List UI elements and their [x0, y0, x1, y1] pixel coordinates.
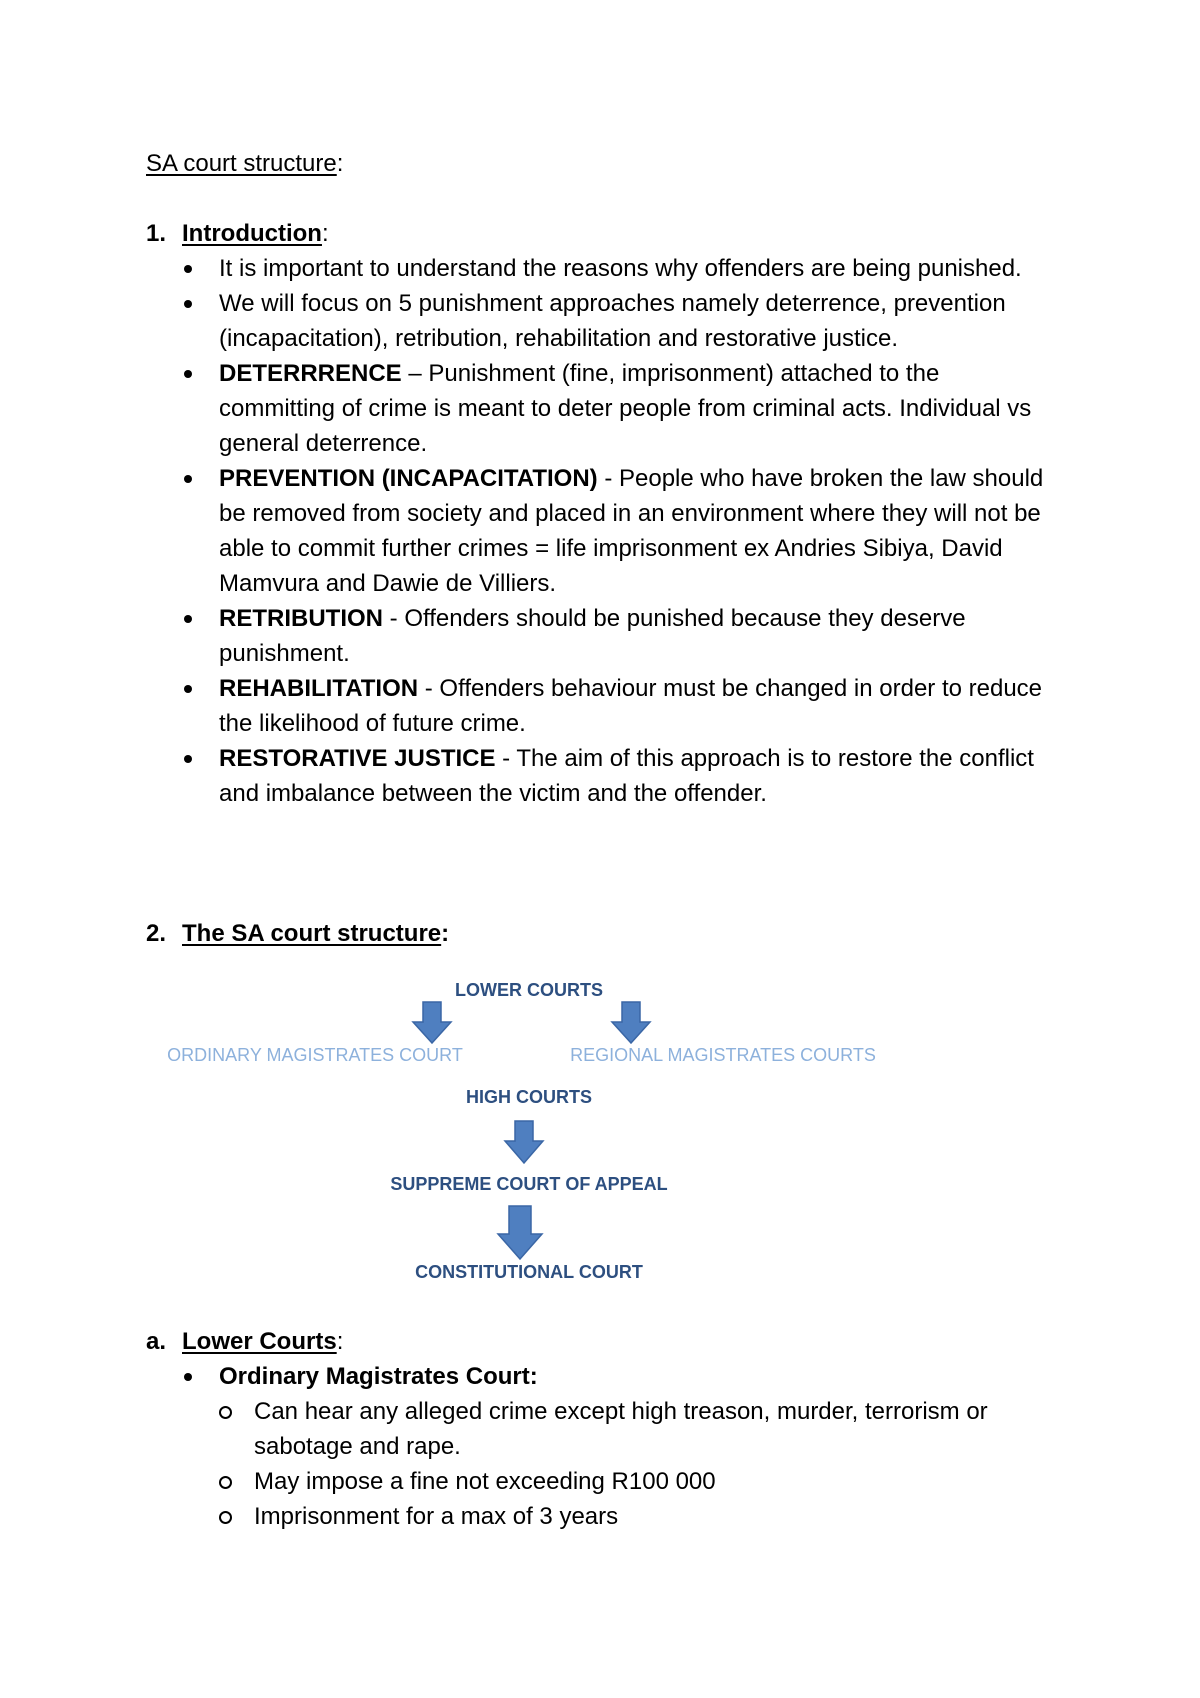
supreme-court-label: SUPPREME COURT OF APPEAL — [390, 1174, 668, 1194]
section-a-heading: a. Lower Courts: — [146, 1324, 343, 1359]
bullet-icon — [184, 1373, 192, 1381]
section-number: 2. — [146, 920, 167, 947]
bullet-icon — [184, 615, 192, 623]
list-item: We will focus on 5 punishment approaches namely deterrence, prevention (incapacitation), retribution, rehabilitation and restorative justice. — [146, 286, 1046, 356]
regional-magistrates-label: REGIONAL MAGISTRATES COURTS — [570, 1045, 876, 1065]
arrow-down-icon — [413, 1002, 451, 1043]
document-title-text: SA court structure — [146, 150, 337, 177]
arrow-down-icon — [612, 1002, 650, 1043]
section-1-heading: 1. Introduction: — [146, 216, 329, 251]
ordinary-magistrates-label: ORDINARY MAGISTRATES COURT — [167, 1045, 463, 1065]
section-heading-text: Introduction — [182, 220, 322, 247]
high-courts-label: HIGH COURTS — [466, 1087, 592, 1107]
document-title: SA court structure: — [146, 150, 344, 177]
list-item — [146, 1359, 1046, 1534]
section-2-heading: 2. The SA court structure: — [146, 916, 449, 951]
section-number: a. — [146, 1328, 167, 1355]
section-heading-text: The SA court structure — [182, 920, 442, 947]
circle-bullet-icon — [219, 1476, 232, 1489]
lower-courts-label: LOWER COURTS — [455, 980, 603, 1000]
list-item: DETERRRENCE – Punishment (fine, imprisonment) attached to the committing of crime is meant to deter people from criminal acts. Individual vs general deterrence. — [146, 356, 1046, 461]
list-item: Imprisonment for a max of 3 years — [219, 1499, 1046, 1534]
bullet-icon — [184, 300, 192, 308]
lower-courts-bullet-list — [146, 1359, 1046, 1534]
arrow-down-icon — [498, 1206, 542, 1259]
list-item: PREVENTION (INCAPACITATION) - People who have broken the law should be removed from society and placed in an environment where they will not be able to commit further crimes = life imprisonment ex Andries Sibiya, David Mamvura and Dawie de Villiers. — [146, 461, 1046, 601]
circle-bullet-icon — [219, 1511, 232, 1524]
introduction-bullet-list — [146, 251, 1046, 811]
bullet-icon — [184, 475, 192, 483]
list-item: May impose a fine not exceeding R100 000 — [219, 1464, 1046, 1499]
section-number: 1. — [146, 220, 167, 247]
ordinary-magistrates-sublist — [219, 1394, 1046, 1534]
bullet-icon — [184, 265, 192, 273]
list-item: RETRIBUTION - Offenders should be punished because they deserve punishment. — [146, 601, 1046, 671]
bullet-icon — [184, 685, 192, 693]
bullet-icon — [184, 755, 192, 763]
arrow-down-icon — [505, 1121, 543, 1163]
list-item: It is important to understand the reasons why offenders are being punished. — [146, 251, 1046, 286]
list-item: Can hear any alleged crime except high treason, murder, terrorism or sabotage and rape. — [219, 1394, 1046, 1464]
constitutional-court-label: CONSTITUTIONAL COURT — [415, 1262, 643, 1282]
ordinary-magistrates-heading: Ordinary Magistrates Court: — [219, 1363, 538, 1390]
list-item: REHABILITATION - Offenders behaviour must be changed in order to reduce the likelihood of future crime. — [146, 671, 1046, 741]
circle-bullet-icon — [219, 1406, 232, 1419]
section-heading-text: Lower Courts — [182, 1328, 337, 1355]
list-item: RESTORATIVE JUSTICE - The aim of this approach is to restore the conflict and imbalance between the victim and the offender. — [146, 741, 1046, 811]
bullet-icon — [184, 370, 192, 378]
